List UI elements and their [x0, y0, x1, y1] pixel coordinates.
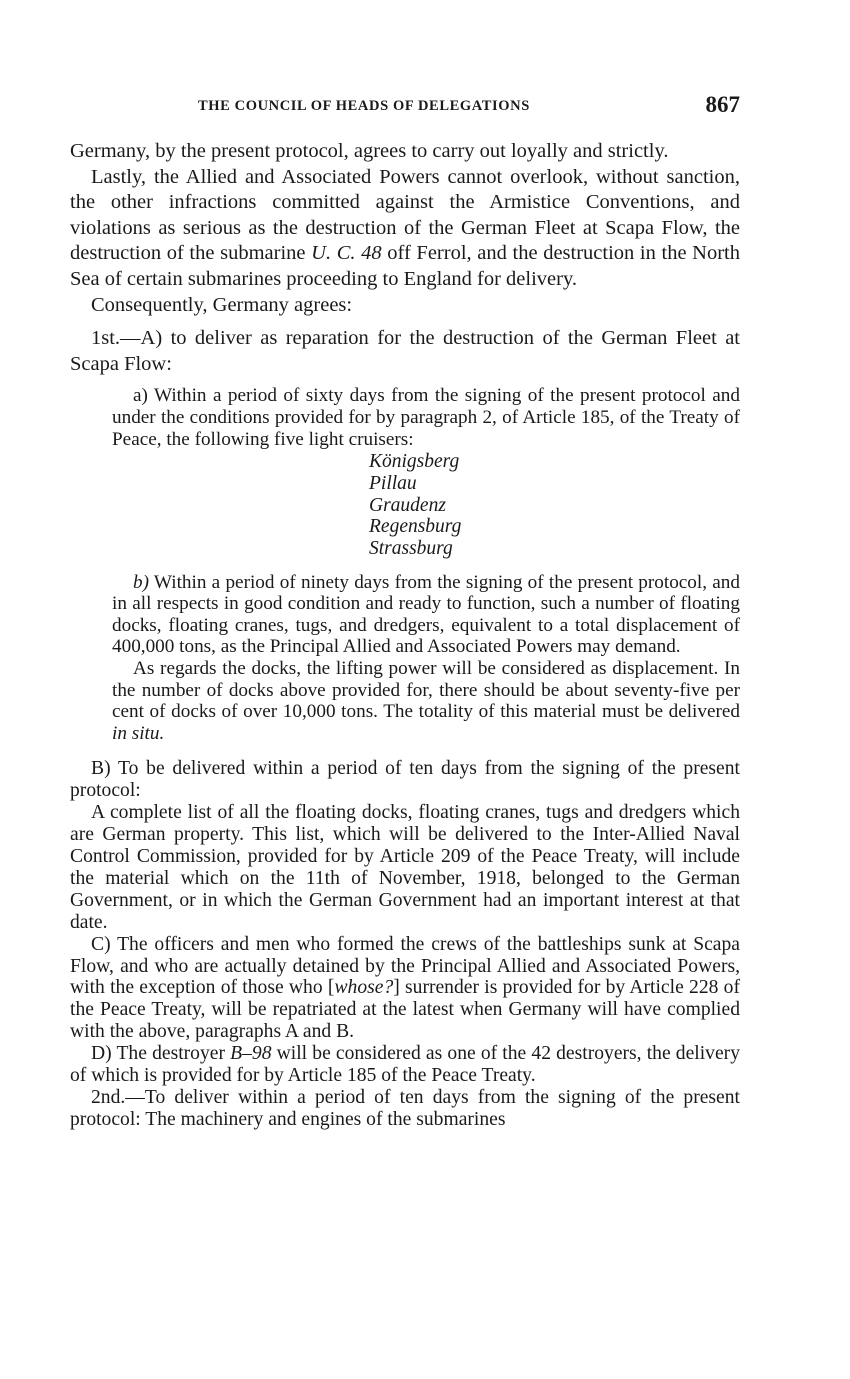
cruiser-name: Regensburg [369, 516, 462, 538]
text-span: As regards the docks, the lifting power will be considered as displacement. In the number of docks above provided for, there should be about seventy-five per cent of docks of over 10,000 tons. The totality of this material must be delivered [112, 658, 740, 723]
paragraph-agreement: Germany, by the present protocol, agrees to carry out loyally and strictly. [70, 140, 669, 162]
paragraph-first-a: 1st.—A) to deliver as reparation for the destruction of the German Fleet at Scapa Flow: [70, 327, 740, 375]
cruiser-name: Strassburg [369, 537, 453, 559]
text-span: Lastly, the Allied and Associated Powers cannot overlook, without sanction, the other infractions committed against the Armistice Conventions, and violations as serious as the destruction of the German Fleet at Scapa Flow, the destruction of the submarine [70, 165, 740, 265]
submarine-name: U. C. 48 [311, 242, 382, 265]
label-b: b) [133, 571, 149, 593]
cruiser-name: Graudenz [369, 494, 446, 516]
text-span: will be considered as one of the 42 destroyers, the delivery of which is provided for by Article 185 of the Peace Treaty. [70, 1043, 740, 1087]
sub-paragraph-docks [112, 658, 740, 744]
section-b-d [70, 758, 740, 1130]
paragraph-c [70, 934, 740, 1044]
cruiser-name: Königsberg [369, 451, 460, 473]
paragraph-infractions [70, 165, 740, 293]
paragraph-second: 2nd.—To deliver within a period of ten days from the signing of the present protocol: The machinery and engines of the submarines [70, 1086, 740, 1130]
text-span: Within a period of ninety days from the signing of the present protocol, and in all respects in good condition and ready to function, such a number of floating docks, floating cranes, tugs, and dredgers, equivalent to a total displacement of 400,000 tons, as the Principal Allied and Associated Powers may demand. [112, 571, 740, 658]
running-head: THE COUNCIL OF HEADS OF DELEGATIONS [198, 98, 530, 114]
text-span: ] surrender is provided for by Article 228 of the Peace Treaty, will be repatriated at the latest when Germany will have complied with the above, paragraphs A and B. [70, 977, 741, 1043]
document-body [70, 139, 740, 1131]
whose-query: whose? [334, 977, 394, 999]
text-span: C) The officers and men who formed the crews of the battleships sunk at Scapa Flow, and who are actually detained by the Principal Allied and Associated Powers, with the exception of those who [ [70, 933, 740, 999]
text-span: off Ferrol, and the destruction in the North Sea of certain submarines proceeding to England for delivery. [70, 242, 740, 290]
page-number: 867 [705, 92, 740, 117]
sub-paragraph-a: a) Within a period of sixty days from the signing of the present protocol and under the conditions provided for by paragraph 2, of Article 185, of the Treaty of Peace, the following five light cruisers: [112, 385, 740, 450]
destroyer-name: B–98 [230, 1043, 272, 1065]
paragraph-b: B) To be delivered within a period of ten days from the signing of the present protocol: [70, 758, 740, 802]
page-header [70, 94, 740, 122]
paragraph-list: A complete list of all the floating docks, floating cranes, tugs and dredgers which are German property. This list, which will be delivered to the Inter-Allied Naval Control Commission, provided for by Article 209 of the Peace Treaty, will include the material which on the 11th of November, 1918, belonged to the German Government, or in which the German Government had an important interest at that date. [70, 802, 740, 933]
paragraph-consequently: Consequently, Germany agrees: [91, 293, 353, 316]
text-span: D) The destroyer [91, 1043, 231, 1065]
paragraph-d [70, 1043, 740, 1087]
cruiser-name: Pillau [369, 472, 417, 494]
sub-paragraph-b [112, 572, 740, 658]
in-situ: in situ. [112, 722, 165, 744]
cruiser-list [369, 451, 740, 560]
subsection-a [70, 385, 740, 744]
